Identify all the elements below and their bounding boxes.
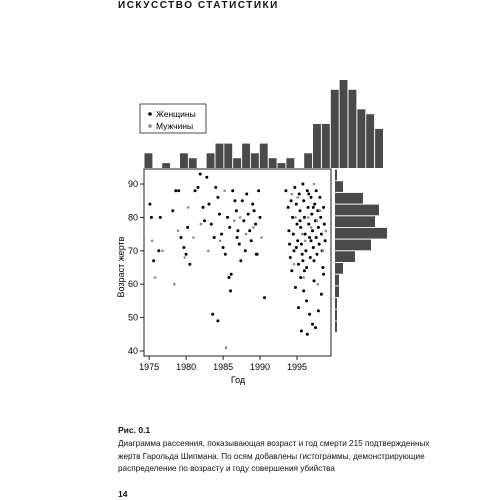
age-histogram-bar — [335, 298, 337, 309]
x-tick-label: 1975 — [139, 362, 160, 372]
data-point — [230, 273, 233, 276]
data-point — [305, 266, 308, 269]
year-histogram-bar — [251, 153, 259, 168]
data-point — [319, 209, 322, 212]
data-point — [210, 223, 213, 226]
data-point — [177, 230, 180, 233]
data-point — [301, 253, 304, 256]
data-point — [260, 236, 263, 239]
data-point — [322, 273, 325, 276]
year-histogram-bar — [162, 163, 170, 168]
data-point — [308, 236, 311, 239]
data-point — [161, 250, 164, 253]
page-number: 14 — [118, 489, 128, 499]
y-tick-label: 50 — [127, 312, 138, 323]
data-point — [315, 236, 318, 239]
data-point — [287, 206, 290, 209]
data-point — [259, 216, 262, 219]
age-histogram-bar — [335, 193, 363, 204]
data-point — [309, 256, 312, 259]
data-point — [257, 189, 260, 192]
data-point — [304, 240, 307, 243]
x-tick-label: 1980 — [176, 362, 197, 372]
year-histogram-bar — [216, 144, 224, 168]
x-axis-ticks — [139, 356, 307, 372]
data-point — [313, 279, 316, 282]
data-point — [292, 233, 295, 236]
running-head: ИСКУССТВО СТАТИСТИКИ — [118, 0, 279, 11]
data-point — [303, 269, 306, 272]
year-histogram-bar — [233, 158, 241, 168]
data-point — [325, 230, 328, 233]
year-histogram-bar — [207, 153, 215, 168]
data-point — [194, 189, 197, 192]
data-point — [307, 193, 310, 196]
data-point — [229, 289, 232, 292]
data-point — [253, 209, 256, 212]
data-point — [214, 186, 217, 189]
data-point — [199, 173, 202, 176]
data-point — [208, 203, 211, 206]
data-point — [313, 183, 316, 186]
data-point — [291, 216, 294, 219]
data-point — [310, 239, 313, 242]
data-point — [312, 246, 315, 249]
y-tick-label: 40 — [127, 345, 138, 356]
data-point — [290, 269, 293, 272]
data-point — [236, 236, 239, 239]
data-point — [254, 223, 257, 226]
data-point — [188, 263, 191, 266]
data-point — [219, 240, 222, 243]
data-point — [299, 209, 302, 212]
data-point — [245, 193, 248, 196]
data-point — [187, 206, 190, 209]
data-point — [216, 319, 219, 322]
data-point — [186, 226, 189, 229]
data-point — [251, 203, 254, 206]
data-point — [242, 219, 245, 222]
data-point — [173, 283, 176, 286]
year-histogram-bar — [366, 114, 374, 168]
data-point — [224, 253, 227, 256]
data-point — [312, 206, 315, 209]
data-point — [233, 220, 236, 223]
data-point — [231, 189, 234, 192]
data-point — [302, 276, 305, 279]
x-tick-label: 1990 — [250, 362, 271, 372]
data-point — [316, 253, 319, 256]
scatter-points — [148, 173, 327, 350]
data-point — [306, 333, 309, 336]
data-point — [310, 213, 313, 216]
year-histogram-bar — [313, 124, 321, 168]
data-point — [304, 249, 307, 252]
year-histogram-bar — [349, 90, 357, 168]
data-point — [293, 186, 296, 189]
data-point — [211, 313, 214, 316]
data-point — [308, 313, 311, 316]
data-point — [213, 236, 216, 239]
data-point — [307, 206, 310, 209]
data-point — [157, 249, 160, 252]
data-point — [319, 216, 322, 219]
age-histogram-bar — [335, 275, 339, 286]
data-point — [314, 326, 317, 329]
data-point — [159, 216, 162, 219]
data-point — [310, 196, 313, 199]
caption-line: распределение по возрасту и году совершения убийства — [118, 464, 335, 474]
data-point — [235, 209, 238, 212]
figure-caption-title: Рис. 0.1 — [118, 425, 151, 435]
data-point — [300, 330, 303, 333]
data-point — [295, 246, 298, 249]
data-point — [321, 266, 324, 269]
data-point — [299, 276, 302, 279]
data-point — [182, 246, 185, 249]
data-point — [307, 216, 310, 219]
legend-men-label: Мужчины — [156, 121, 194, 131]
x-tick-label: 1995 — [286, 362, 308, 372]
data-point — [311, 323, 314, 326]
data-point — [263, 296, 266, 299]
data-point — [288, 243, 291, 246]
age-histogram-bar — [335, 251, 355, 262]
data-point — [207, 250, 210, 253]
data-point — [296, 239, 299, 242]
data-point — [239, 216, 242, 219]
legend-men-marker — [148, 124, 152, 128]
data-point — [203, 219, 206, 222]
data-point — [150, 216, 153, 219]
data-point — [323, 223, 326, 226]
data-point — [245, 233, 248, 236]
data-point — [324, 239, 327, 242]
year-histogram-bar — [224, 144, 232, 168]
data-point — [294, 286, 297, 289]
y-tick-label: 70 — [127, 245, 138, 256]
data-point — [236, 229, 239, 232]
data-point — [252, 226, 255, 229]
data-point — [302, 289, 305, 292]
x-axis-label: Год — [230, 375, 246, 385]
data-point — [291, 193, 294, 196]
data-point — [244, 249, 247, 252]
year-histogram-bar — [269, 158, 277, 168]
data-point — [301, 183, 304, 186]
year-histogram-bar — [340, 80, 348, 168]
age-histogram-bar — [335, 310, 337, 321]
data-point — [200, 223, 203, 226]
legend — [140, 104, 206, 133]
age-histogram-bar — [335, 205, 379, 216]
data-point — [180, 236, 183, 239]
year-histogram-bar — [180, 153, 188, 168]
data-point — [287, 229, 290, 232]
year-histogram-bar — [357, 109, 365, 168]
data-point — [154, 276, 157, 279]
year-histogram-bar — [145, 153, 153, 168]
age-histogram-bar — [335, 170, 337, 181]
data-point — [310, 226, 313, 229]
data-point — [247, 213, 250, 216]
age-histogram-bar — [335, 240, 371, 251]
data-point — [313, 259, 316, 262]
figure-caption — [118, 438, 448, 476]
data-point — [296, 223, 299, 226]
year-histogram-bar — [260, 144, 268, 168]
data-point — [302, 199, 305, 202]
data-point — [239, 259, 242, 262]
data-point — [305, 299, 308, 302]
data-point — [301, 233, 304, 236]
y-tick-label: 90 — [127, 179, 138, 190]
data-point — [226, 216, 229, 219]
year-histogram-bar — [331, 90, 339, 168]
year-histogram-bar — [322, 124, 330, 168]
data-point — [218, 213, 221, 216]
data-point — [304, 233, 307, 236]
data-point — [307, 223, 310, 226]
data-point — [248, 229, 251, 232]
age-histogram-bar — [335, 286, 339, 297]
data-point — [318, 243, 321, 246]
age-histogram-bar — [335, 228, 387, 239]
data-point — [183, 256, 186, 259]
y-tick-label: 80 — [127, 212, 138, 223]
legend-women-marker — [148, 112, 152, 116]
data-point — [294, 216, 297, 219]
data-point — [296, 196, 299, 199]
plot-frame — [144, 169, 331, 356]
data-point — [298, 193, 301, 196]
data-point — [148, 203, 151, 206]
data-point — [316, 220, 319, 223]
age-histogram-bar — [335, 181, 343, 192]
data-point — [238, 243, 241, 246]
data-point — [192, 236, 195, 239]
data-point — [303, 216, 306, 219]
y-tick-label: 60 — [127, 279, 138, 290]
data-point — [202, 206, 205, 209]
data-point — [301, 259, 304, 262]
data-point — [300, 243, 303, 246]
data-point — [185, 253, 188, 256]
data-point — [306, 189, 309, 192]
caption-line: Диаграмма рассеяния, показывающая возраст и год смерти 215 подтвержденных — [118, 439, 430, 448]
data-point — [320, 293, 323, 296]
year-histogram-bar — [375, 129, 383, 168]
year-histogram-bar — [286, 158, 294, 168]
data-point — [223, 189, 226, 192]
data-point — [313, 203, 316, 206]
data-point — [315, 189, 318, 192]
data-point — [318, 196, 321, 199]
caption-line: жертв Гарольда Шипмана. По осям добавлены гистограммы, демонстрирующие — [118, 451, 425, 461]
data-point — [233, 199, 236, 202]
data-point — [151, 240, 154, 243]
data-point — [299, 226, 302, 229]
year-histogram-bar — [242, 144, 250, 168]
data-point — [316, 283, 319, 286]
age-histogram-bar — [335, 216, 375, 227]
data-point — [225, 346, 228, 349]
data-point — [220, 233, 223, 236]
y-axis-ticks — [128, 179, 144, 356]
year-histogram-bar — [278, 163, 286, 168]
year-histogram-bar — [304, 153, 312, 168]
data-point — [250, 239, 253, 242]
data-point — [216, 196, 219, 199]
x-tick-label: 1985 — [213, 362, 234, 372]
data-point — [152, 259, 155, 262]
data-point — [241, 199, 244, 202]
data-point — [171, 209, 174, 212]
data-point — [177, 189, 180, 192]
data-point — [299, 219, 302, 222]
data-point — [228, 226, 231, 229]
data-point — [311, 229, 314, 232]
data-point — [317, 226, 320, 229]
data-point — [205, 176, 208, 179]
year-histogram-bar — [189, 158, 197, 168]
data-point — [255, 253, 258, 256]
data-point — [174, 189, 177, 192]
data-point — [293, 263, 296, 266]
data-point — [322, 206, 325, 209]
data-point — [284, 189, 287, 192]
age-histogram-bar — [335, 321, 337, 332]
data-point — [289, 256, 292, 259]
data-point — [322, 250, 325, 253]
data-point — [295, 203, 298, 206]
legend-women-label: Женщины — [156, 109, 196, 119]
data-point — [320, 233, 323, 236]
age-histogram-bar — [335, 263, 343, 274]
data-point — [197, 186, 200, 189]
data-point — [222, 246, 225, 249]
age-histogram — [335, 170, 387, 333]
data-point — [293, 249, 296, 252]
data-point — [297, 263, 300, 266]
y-axis-label: Возраст жертв — [116, 236, 126, 298]
data-point — [290, 199, 293, 202]
data-point — [228, 276, 231, 279]
data-point — [317, 309, 320, 312]
data-point — [297, 306, 300, 309]
